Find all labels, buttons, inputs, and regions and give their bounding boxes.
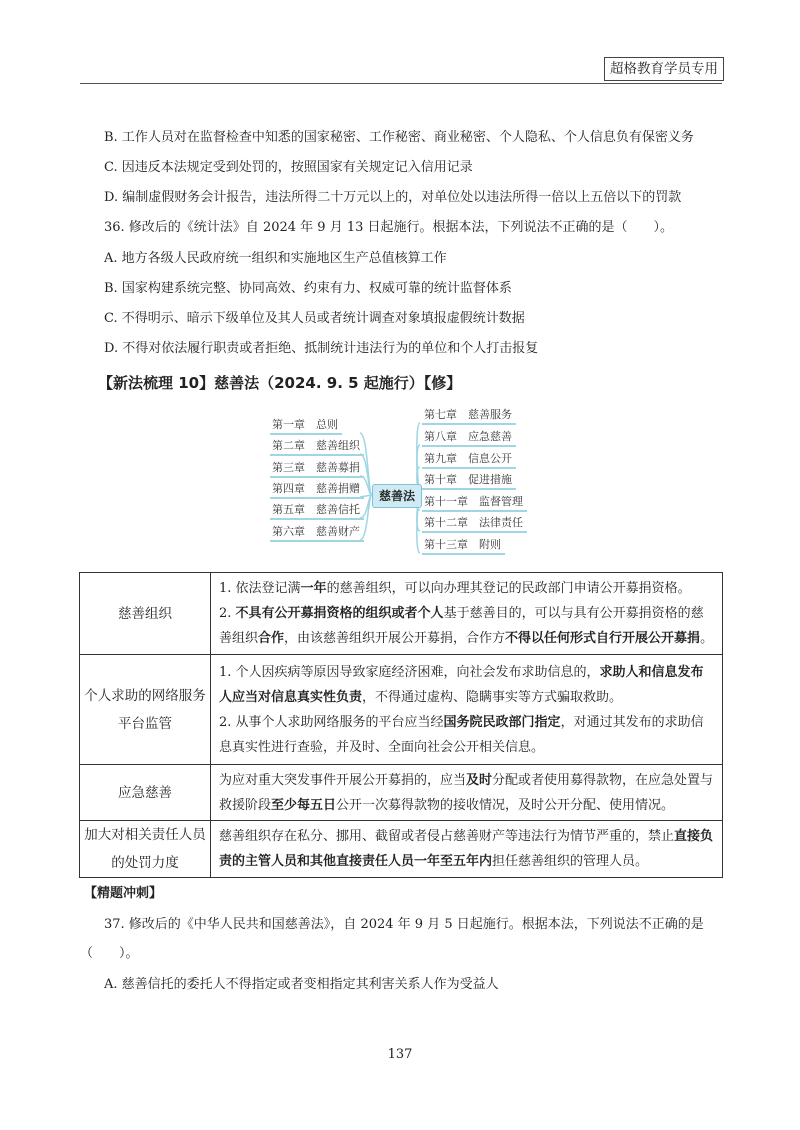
charity-law-table xyxy=(79,572,723,878)
row-head: 加大对相关责任人员的处罚力度 xyxy=(80,821,211,878)
mindmap-right-node: 第九章 信息公开 xyxy=(422,450,516,469)
mindmap-left-node: 第一章 总则 xyxy=(270,416,342,435)
row-para: 为应对重大突发事件开展公开募捐的，应当及时分配或者使用募得款物，在应急处置与救援阶段至少每五日公开一次募得款物的接收情况，及时公开分配、使用情况。 xyxy=(219,772,714,813)
header-rule xyxy=(80,83,722,84)
row-body xyxy=(211,765,723,821)
header-badge: 超格教育学员专用 xyxy=(604,57,724,81)
row-para: 1. 个人因疾病等原因导致家庭经济困难，向社会发布求助信息的，求助人和信息发布人应当对信息真实性负责，不得通过虚构、隐瞒事实等方式骗取救助。 xyxy=(219,664,704,705)
prev-option-c: C. 因违反本法规定受到处罚的，按照国家有关规定记入信用记录 xyxy=(104,160,473,175)
mindmap-left-node: 第三章 慈善募捐 xyxy=(270,459,364,478)
q36-stem: 36. 修改后的《统计法》自 2024 年 9 月 13 日起施行。根据本法，下列说法不正确的是（ ）。 xyxy=(104,220,673,235)
mindmap-right-node: 第十一章 监督管理 xyxy=(422,493,527,512)
row-para: 慈善组织存在私分、挪用、截留或者侵占慈善财产等违法行为情节严重的，禁止直接负责的主管人员和其他直接责任人员一年至五年内担任慈善组织的管理人员。 xyxy=(219,829,714,869)
mindmap-right-node: 第七章 慈善服务 xyxy=(422,406,516,425)
section-title: 【新法梳理 10】慈善法（2024. 9. 5 起施行）【修】 xyxy=(98,374,462,392)
mindmap-left-node: 第六章 慈善财产 xyxy=(270,523,364,542)
mindmap-left-node: 第二章 慈善组织 xyxy=(270,437,364,456)
mindmap-left-node: 第五章 慈善信托 xyxy=(270,501,364,520)
mindmap-right-node: 第十三章 附则 xyxy=(422,536,505,555)
row-para: 2. 不具有公开募捐资格的组织或者个人基于慈善目的，可以与具有公开募捐资格的慈善组织合作，由该慈善组织开展公开募捐，合作方不得以任何形式自行开展公开募捐。 xyxy=(219,606,714,646)
row-body xyxy=(211,573,723,655)
q37-stem: 37. 修改后的《中华人民共和国慈善法》，自 2024 年 9 月 5 日起施行。根据本法，下列说法不正确的是 xyxy=(104,917,704,932)
row-head: 应急慈善 xyxy=(80,765,211,821)
table-row xyxy=(80,765,723,821)
row-head: 个人求助的网络服务平台监管 xyxy=(80,655,211,765)
mindmap-right-node: 第十二章 法律责任 xyxy=(422,514,527,533)
row-head: 慈善组织 xyxy=(80,573,211,655)
prev-option-b: B. 工作人员对在监督检查中知悉的国家秘密、工作秘密、商业秘密、个人隐私、个人信息负有保密义务 xyxy=(104,130,694,145)
sprint-title: 【精题冲刺】 xyxy=(84,886,163,901)
prev-option-d: D. 编制虚假财务会计报告，违法所得二十万元以上的，对单位处以违法所得一倍以上五倍以下的罚款 xyxy=(104,190,682,205)
mindmap-left-node: 第四章 慈善捐赠 xyxy=(270,480,364,499)
q36-option-c: C. 不得明示、暗示下级单位及其人员或者统计调查对象填报虚假统计数据 xyxy=(104,311,525,326)
page-number: 137 xyxy=(387,1047,413,1062)
mindmap-right-node: 第八章 应急慈善 xyxy=(422,428,516,447)
mindmap-center: 慈善法 xyxy=(372,484,422,508)
row-body xyxy=(211,655,723,765)
table-row xyxy=(80,573,723,655)
table-row xyxy=(80,655,723,765)
row-para: 1. 依法登记满一年的慈善组织，可以向办理其登记的民政部门申请公开募捐资格。 xyxy=(219,581,691,596)
q36-option-d: D. 不得对依法履行职责或者拒绝、抵制统计违法行为的单位和个人打击报复 xyxy=(104,341,539,356)
mindmap xyxy=(268,408,530,564)
q37-stem-cont: （ ）。 xyxy=(80,946,139,961)
q36-option-a: A. 地方各级人民政府统一组织和实施地区生产总值核算工作 xyxy=(104,251,447,266)
table-row xyxy=(80,821,723,878)
q37-option-a: A. 慈善信托的委托人不得指定或者变相指定其利害关系人作为受益人 xyxy=(104,977,499,992)
q36-option-b: B. 国家构建系统完整、协同高效、约束有力、权威可靠的统计监督体系 xyxy=(104,281,512,296)
row-para: 2. 从事个人求助网络服务的平台应当经国务院民政部门指定，对通过其发布的求助信息真实性进行查验，并及时、全面向社会公开相关信息。 xyxy=(219,714,704,755)
row-body xyxy=(211,821,723,878)
mindmap-right-node: 第十章 促进措施 xyxy=(422,471,516,490)
